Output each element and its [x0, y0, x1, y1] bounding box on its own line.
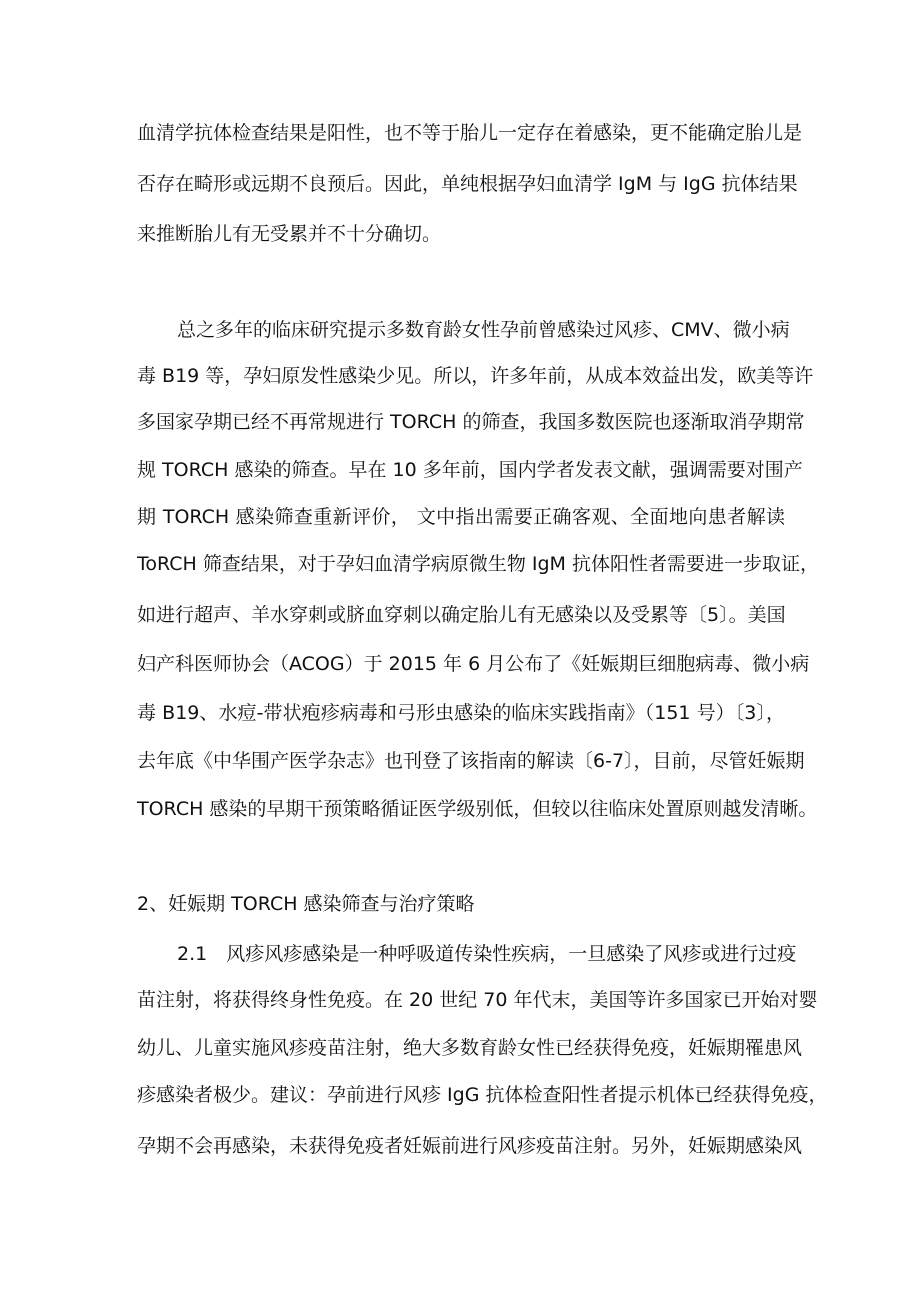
text-line: 毒 B19 等，孕妇原发性感染少见。所以，许多年前，从成本效益出发，欧美等许 — [137, 365, 814, 387]
text-line: 疹感染者极少。建议：孕前进行风疹 IgG 抗体检查阳性者提示机体已经获得免疫， — [137, 1084, 828, 1106]
text-line: 毒 B19、水痘-带状疱疹病毒和弓形虫感染的临床实践指南》（151 号）〔3〕， — [137, 702, 785, 724]
text-line: 去年底《中华围产医学杂志》也刊登了该指南的解读〔6-7〕，目前，尽管妊娠期 — [137, 750, 805, 772]
text-line: 血清学抗体检查结果是阳性，也不等于胎儿一定存在着感染，更不能确定胎儿是 — [137, 122, 803, 144]
text-line: 2.1 风疹风疹感染是一种呼吸道传染性疾病，一旦感染了风疹或进行过疫 — [177, 943, 797, 965]
section-heading: 2、妊娠期 TORCH 感染筛查与治疗策略 — [137, 893, 475, 915]
text-line: 期 TORCH 感染筛查重新评价， 文中指出需要正确客观、全面地向患者解读 — [137, 506, 785, 528]
text-line: 总之多年的临床研究提示多数育龄女性孕前曾感染过风疹、CMV、微小病 — [177, 319, 790, 341]
text-line: 否存在畸形或远期不良预后。因此，单纯根据孕妇血清学 IgM 与 IgG 抗体结果 — [137, 173, 798, 195]
text-line: ToRCH 筛查结果，对于孕妇血清学病原微生物 IgM 抗体阳性者需要进一步取证， — [137, 553, 819, 575]
text-line: 苗注射，将获得终身性免疫。在 20 世纪 70 年代末，美国等许多国家已开始对婴 — [137, 989, 818, 1011]
text-line: 如进行超声、羊水穿刺或脐血穿刺以确定胎儿有无感染以及受累等〔5〕。美国 — [137, 604, 786, 626]
text-line: 规 TORCH 感染的筛查。早在 10 多年前，国内学者发表文献，强调需要对围产 — [137, 459, 803, 481]
text-line: TORCH 感染的早期干预策略循证医学级别低，但较以往临床处置原则越发清晰。 — [137, 798, 818, 820]
text-line: 多国家孕期已经不再常规进行 TORCH 的筛查，我国多数医院也逐渐取消孕期常 — [137, 411, 805, 433]
text-line: 孕期不会再感染，未获得免疫者妊娠前进行风疹疫苗注射。另外，妊娠期感染风 — [137, 1135, 803, 1157]
text-line: 幼儿、儿童实施风疹疫苗注射，绝大多数育龄女性已经获得免疫，妊娠期罹患风 — [137, 1037, 803, 1059]
text-line: 妇产科医师协会（ACOG）于 2015 年 6 月公布了《妊娠期巨细胞病毒、微小病 — [137, 653, 810, 675]
text-line: 来推断胎儿有无受累并不十分确切。 — [137, 223, 442, 245]
